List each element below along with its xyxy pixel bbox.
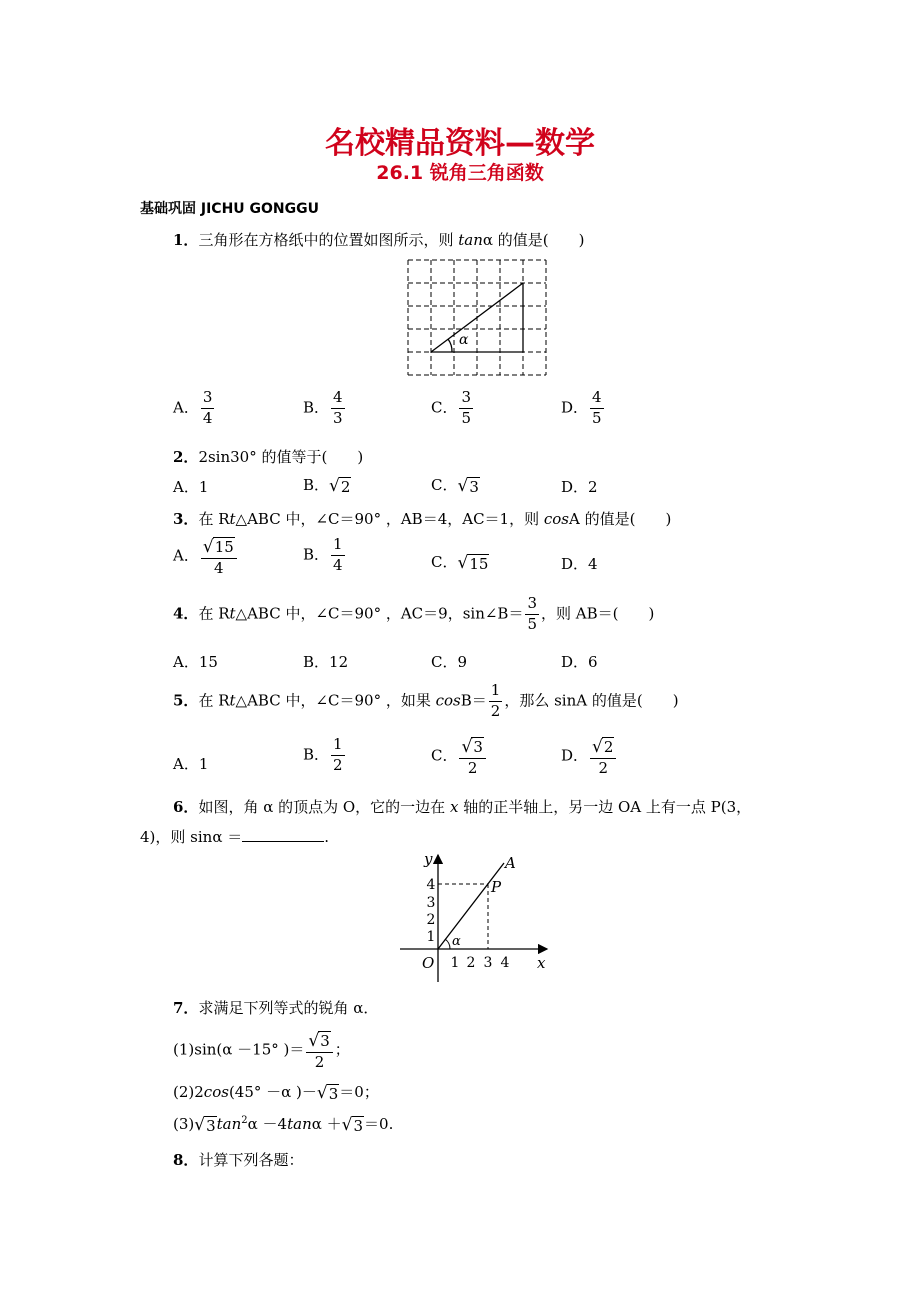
q7-part-2: (2)2cos(45° －α )－ √ 3 ＝0；	[173, 1083, 379, 1104]
q4-options	[173, 651, 773, 673]
option-d[interactable]	[561, 390, 606, 427]
q7-part-3: (3) √ 3 $\tan^2\alpha -4\tan\alpha$ ＋ √ 3 ＝0.	[173, 1115, 394, 1136]
svg-text:2: 2	[466, 955, 476, 971]
question-5: 5．在 Rt△ABC 中，∠C＝90° ，如果 cosB＝ $\frac{1}{2}$ ，那么 sinA 的值是( )	[173, 681, 679, 720]
question-number: 2．	[173, 448, 199, 466]
svg-text:3: 3	[426, 895, 436, 911]
fraction: $\frac{3}{5}$	[461, 388, 472, 427]
page-subtitle: 26.1 锐角三角函数	[376, 162, 544, 184]
svg-text:4: 4	[500, 955, 510, 971]
section-label: 基础巩固 JICHU GONGGU	[140, 201, 319, 217]
option-c[interactable]: C． √ 15	[431, 553, 489, 574]
option-b[interactable]	[303, 390, 347, 427]
x-axis-label: x	[537, 954, 546, 972]
question-1	[173, 229, 584, 250]
square-root: √ 3	[457, 476, 479, 497]
option-d[interactable]: D．6	[561, 653, 598, 671]
option-c[interactable]: C．9	[431, 653, 468, 671]
y-axis-label: y	[424, 850, 433, 868]
option-c[interactable]	[431, 390, 475, 427]
svg-text:3: 3	[483, 955, 493, 971]
option-a[interactable]	[173, 390, 216, 427]
square-root: √ 2	[329, 476, 351, 497]
q5-options	[173, 737, 773, 785]
option-d[interactable]: D．2	[561, 478, 598, 496]
question-7: 7．求满足下列等式的锐角 α．	[173, 999, 379, 1017]
option-a[interactable]: A．1	[173, 755, 209, 773]
question-6: 6．如图，角 α 的顶点为 O，它的一边在 x 轴的正半轴上，另一边 OA 上有一点 P(3，	[173, 798, 752, 816]
grid-triangle-figure	[402, 254, 552, 378]
question-6-line-2: 4)，则 sinα ＝ .	[140, 828, 329, 846]
option-b[interactable]: B．12	[303, 653, 349, 671]
origin-label: O	[422, 954, 435, 972]
option-b[interactable]: B． √ 2	[303, 476, 351, 497]
fraction: $\frac{4}{3}$	[333, 388, 343, 427]
alpha-label: α	[459, 332, 469, 348]
option-letter: B．	[303, 398, 330, 417]
fraction: $\frac{1}{2}$	[490, 681, 501, 720]
svg-text:2: 2	[426, 912, 436, 928]
page-title: 名校精品资料—数学	[325, 126, 595, 161]
option-d[interactable]: D．4	[561, 555, 598, 573]
coordinate-figure	[394, 848, 554, 986]
point-p-label: P	[491, 878, 502, 896]
question-number: 1．	[173, 231, 199, 249]
q1-options	[173, 390, 773, 436]
alpha-label: α	[452, 934, 461, 949]
question-8: 8．计算下列各题：	[173, 1151, 304, 1169]
option-letter: D．	[561, 398, 589, 417]
q3-options	[173, 537, 773, 585]
svg-text:1: 1	[450, 955, 460, 971]
option-letter: C．	[431, 398, 458, 417]
point-a-label: A	[505, 854, 516, 872]
question-4: 4．在 Rt△ABC 中，∠C＝90° ，AC＝9，sin∠B＝ $\frac{3}{5}$ ，则 AB＝( )	[173, 594, 655, 633]
option-c[interactable]: C． √ 3 2	[431, 737, 488, 776]
option-a[interactable]: A．1	[173, 478, 209, 496]
fraction: √ 15 4	[201, 537, 237, 576]
option-b[interactable]: B． $\frac{1}{4}$	[303, 535, 343, 574]
option-a[interactable]: A．15	[173, 653, 218, 671]
q7-part-1: (1)sin(α －15° )＝ √ 3 2 ；	[173, 1030, 350, 1071]
question-text: 三角形在方格纸中的位置如图所示，则	[198, 231, 459, 249]
question-text: α 的值是( )	[482, 231, 585, 249]
option-letter: A．	[173, 398, 199, 417]
question-2	[173, 446, 363, 467]
option-c[interactable]: C． √ 3	[431, 476, 479, 497]
question-3: 3．在 Rt△ABC 中，∠C＝90° ，AB＝4，AC＝1，则 cosA 的值是( )	[173, 510, 672, 528]
svg-text:1: 1	[426, 929, 436, 945]
svg-text:4: 4	[426, 877, 436, 893]
answer-blank[interactable]	[242, 829, 324, 842]
option-b[interactable]: B． $\frac{1}{2}$	[303, 735, 343, 774]
fraction: $\frac{3}{5}$	[527, 594, 537, 633]
fraction: $\frac{3}{4}$	[202, 388, 213, 427]
fraction: $\frac{4}{5}$	[592, 388, 602, 427]
function-name: tan	[458, 231, 483, 249]
q2-options	[173, 474, 773, 500]
option-d[interactable]: D． √ 2 2	[561, 737, 618, 776]
question-text: 2sin30° 的值等于( )	[198, 448, 364, 466]
option-a[interactable]: A． √ 15 4	[173, 537, 239, 576]
